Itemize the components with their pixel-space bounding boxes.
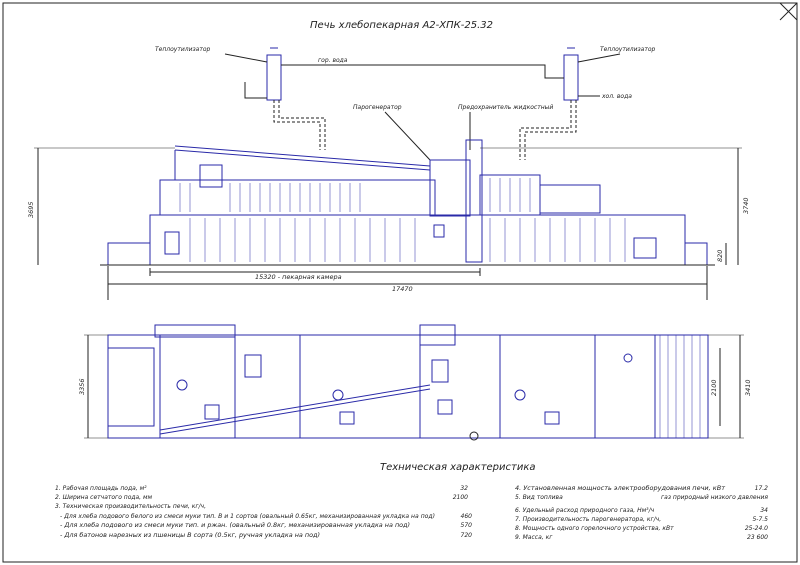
dim-plan-inner: 2100 [710, 379, 718, 396]
spec-title: Техническая характеристика [380, 462, 536, 473]
dim-plan-right: 3410 [744, 379, 752, 396]
spec-left-text: - Для хлеба подового белого из смеси муки тип. В и 1 сортов (овальный 0.65кг, механизированная укладка на под) [60, 513, 435, 520]
spec-right-value: 23 600 [747, 534, 768, 541]
dim-right-height: 3740 [742, 197, 750, 214]
spec-left-value: 720 [460, 532, 472, 539]
heat-recovery-right [564, 55, 578, 100]
specs-left [55, 485, 472, 539]
spec-right-text: 4. Установленная мощность электрооборудования печи, кВт [515, 485, 726, 492]
spec-right-text: 5. Вид топлива [515, 494, 563, 501]
spec-left-value: 32 [460, 485, 468, 492]
spec-right-text: 7. Производительность парогенератора, кг/ч, [515, 516, 662, 523]
spec-left-text: 1. Рабочая площадь пода, м² [55, 485, 147, 492]
dim-plan-left: 3356 [78, 378, 86, 395]
spec-right-value: газ природный низкого давления [660, 494, 768, 501]
spec-left-value: 570 [460, 522, 472, 529]
spec-left-value: 2100 [452, 494, 468, 501]
label-liquid-relief: Предохранитель жидкостный [458, 104, 554, 111]
sheet-frame [3, 3, 797, 562]
dim-total-length: 17470 [392, 285, 413, 293]
spec-right-text: 8. Мощность одного горелочного устройства, кВт [515, 525, 674, 532]
dim-base-height: 820 [716, 249, 724, 262]
spec-left-text: 3. Техническая производительность печи, кг/ч, [55, 503, 206, 510]
oven-plan [84, 325, 744, 440]
label-hot-water: гор. вода [318, 57, 348, 64]
spec-left-text: - Для батонов нарезных из пшеницы В сорта (0.5кг, ручная укладка на под) [60, 532, 320, 539]
spec-left-value: 460 [460, 513, 472, 520]
label-heat-recovery-right: Теплоутилизатор [600, 46, 656, 53]
spec-right-value: 5-7.5 [752, 516, 768, 523]
spec-right-value: 17.2 [754, 485, 768, 492]
spec-right-value: 25-24.0 [744, 525, 768, 532]
oven-elevation [34, 48, 742, 300]
spec-right-text: 6. Удельный расход природного газа, Нм³/ч [515, 507, 655, 514]
label-heat-recovery-left: Теплоутилизатор [155, 46, 211, 53]
drawing-title: Печь хлебопекарная А2-ХПК-25.32 [310, 20, 493, 31]
specs-right [515, 485, 768, 541]
dim-baking-chamber: 15320 - пекарная камера [255, 273, 342, 281]
spec-right-value: 34 [760, 507, 768, 514]
spec-left-text: - Для хлеба подового из смеси муки тип. и ржан. (овальный 0.8кг, механизированная укладка на под) [60, 522, 410, 529]
dim-left-height: 3695 [27, 201, 35, 218]
spec-right-text: 9. Масса, кг [515, 534, 553, 541]
label-cold-water: хол. вода [602, 93, 632, 100]
spec-left-text: 2. Ширина сетчатого пода, мм [55, 494, 153, 501]
label-steam-generator: Парогенератор [353, 104, 402, 111]
heat-recovery-left [267, 55, 281, 100]
